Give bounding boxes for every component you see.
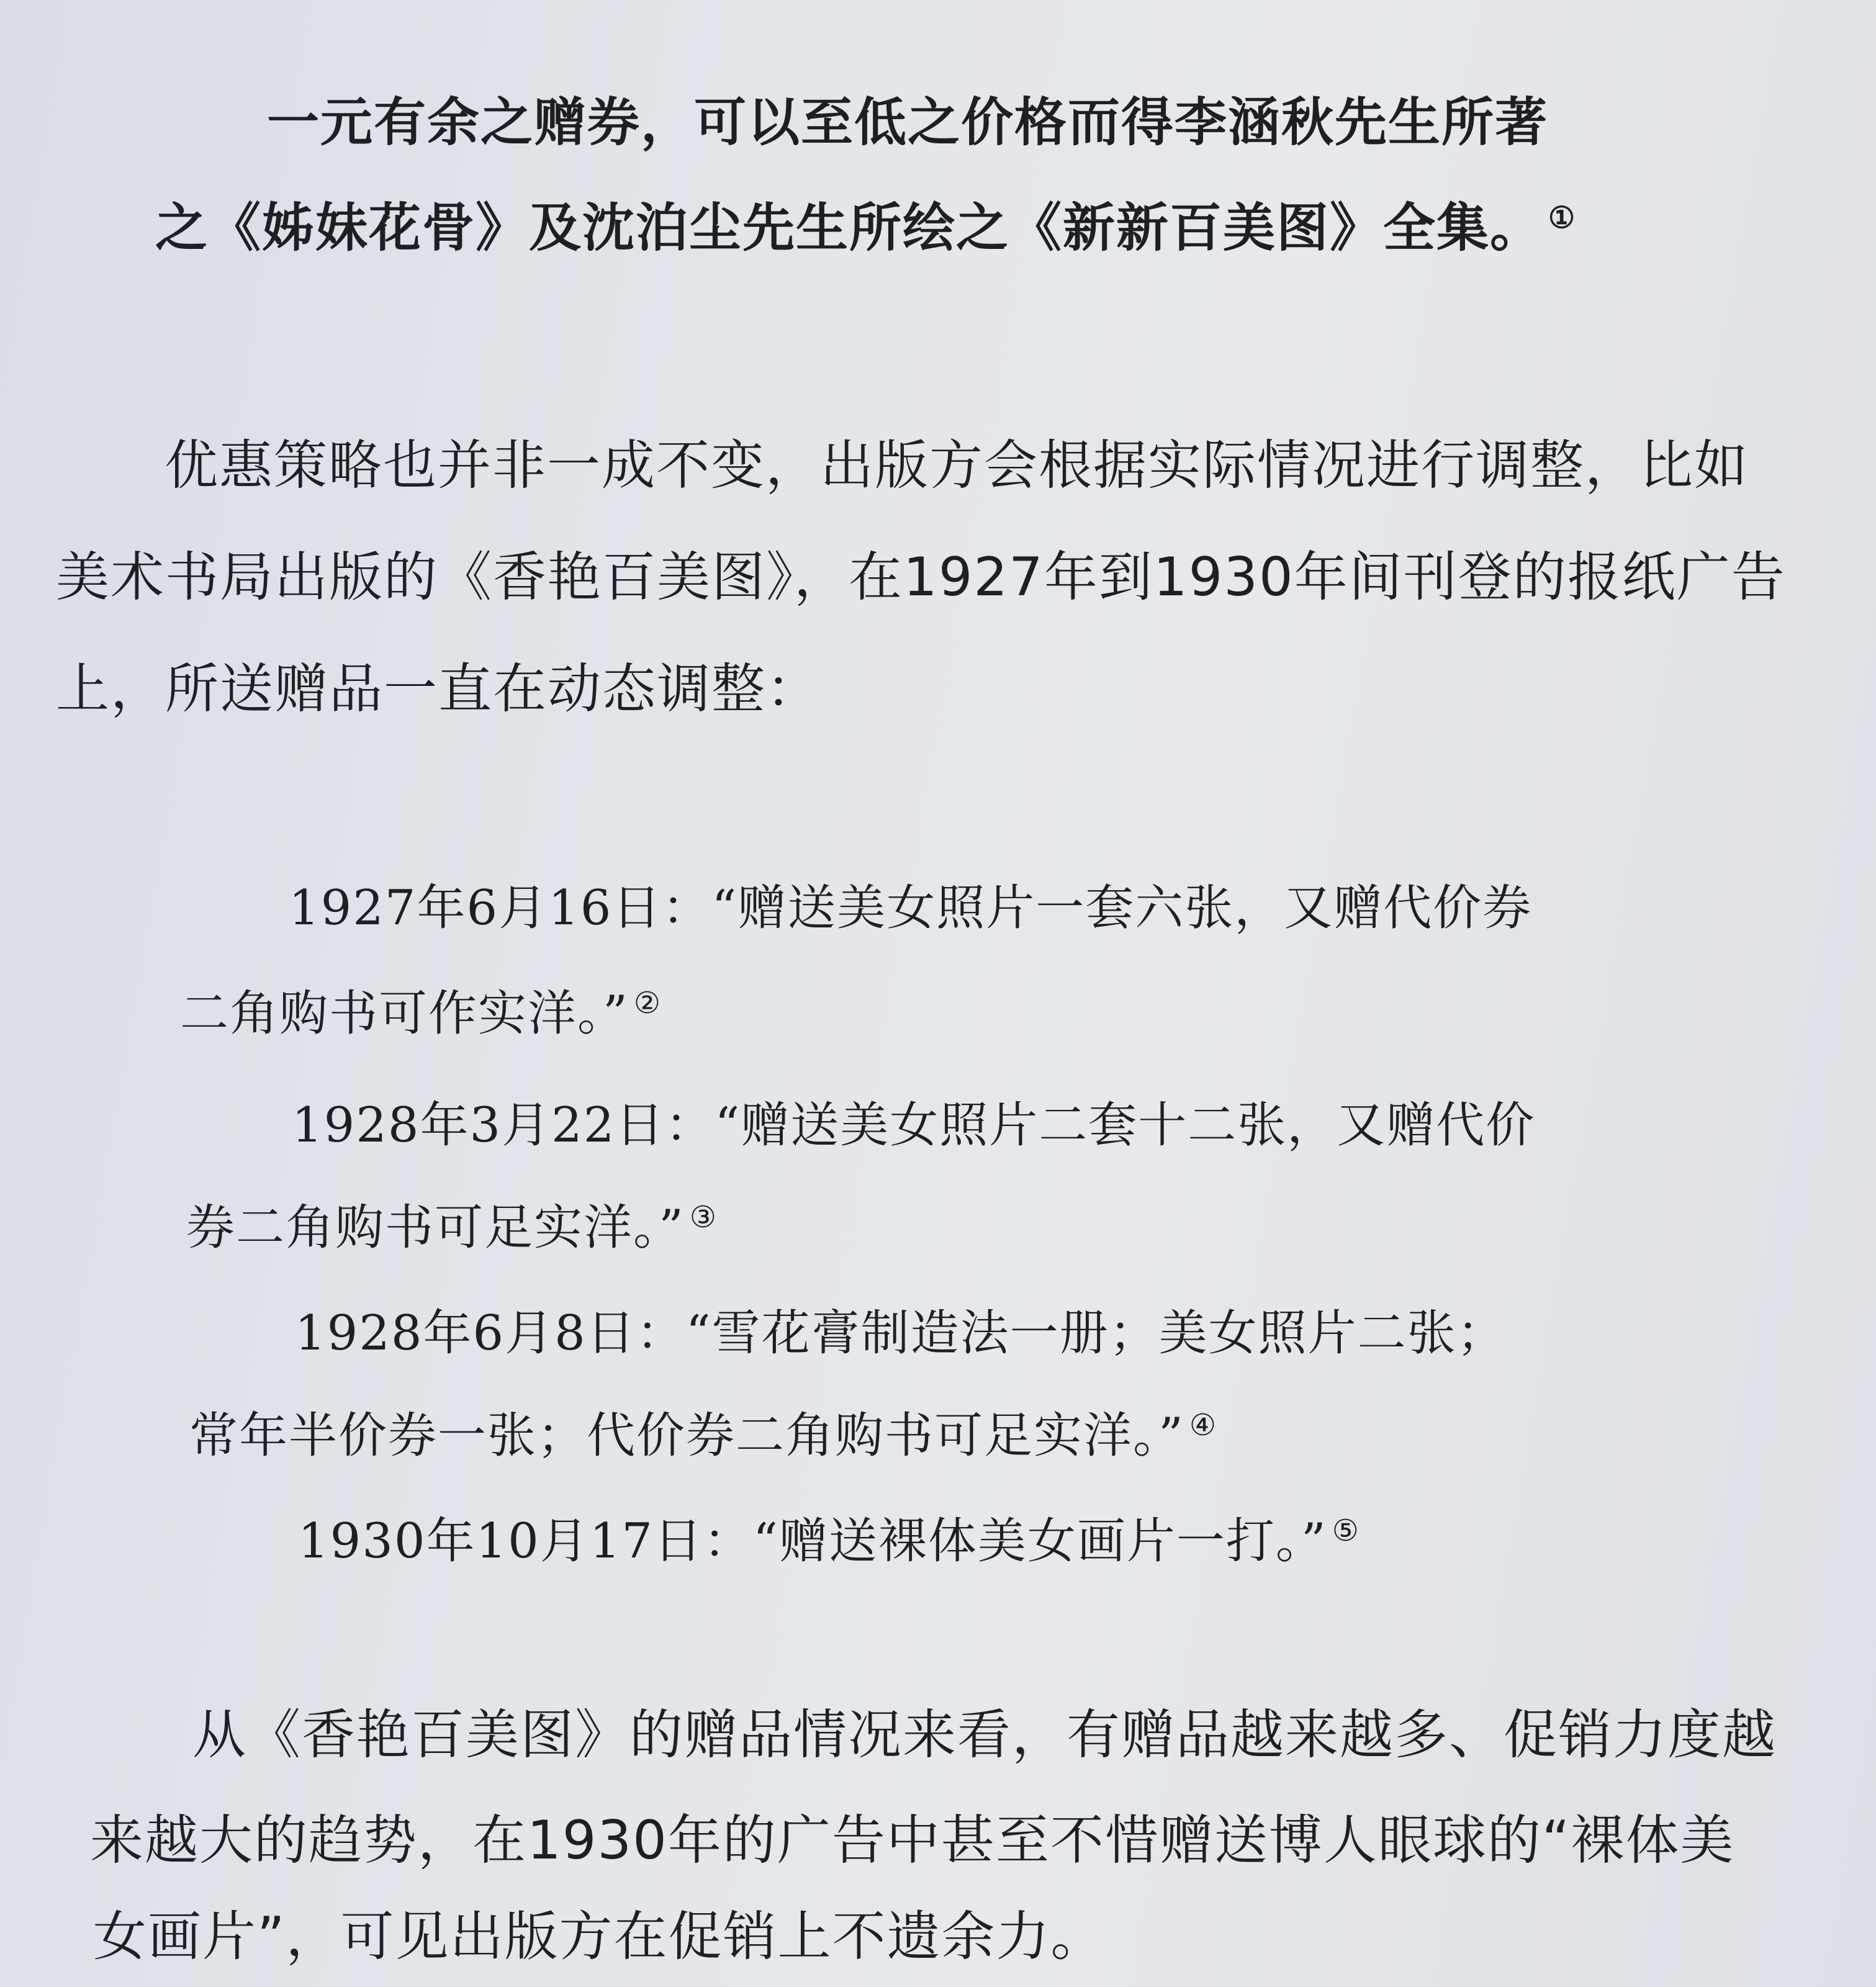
paragraph2-line-2: 来越大的趋势，在1930年的广告中甚至不惜赠送博人眼球的“裸体美 bbox=[90, 1809, 1735, 1872]
paragraph2-line-1: 从《香艳百美图》的赠品情况来看，有赠品越来越多、促销力度越 bbox=[192, 1704, 1777, 1766]
footnote-marker-3: ③ bbox=[689, 1200, 718, 1235]
footnote-marker-2: ② bbox=[633, 986, 662, 1021]
entry-2-line-1: 1928年3月22日：“赠送美女照片二套十二张，又赠代价 bbox=[292, 1097, 1536, 1153]
quote-line-2 bbox=[155, 186, 1576, 261]
entry-1-line-1: 1927年6月16日：“赠送美女照片一套六张，又赠代价券 bbox=[289, 880, 1533, 936]
entry-2-line-2-text: 券二角购书可足实洋。” bbox=[186, 1200, 685, 1256]
entry-3-line-2-text: 常年半价券一张；代价券二角购书可足实洋。” bbox=[189, 1408, 1184, 1464]
footnote-marker-4: ④ bbox=[1189, 1408, 1217, 1443]
paragraph1-line-2: 美术书局出版的《香艳百美图》，在1927年到1930年间刊登的报纸广告 bbox=[56, 546, 1786, 608]
footnote-marker-1: ① bbox=[1548, 201, 1577, 235]
paragraph2-line-3: 女画片”，可见出版方在促销上不遗余力。 bbox=[93, 1906, 1106, 1968]
paragraph1-line-3: 上，所送赠品一直在动态调整： bbox=[56, 658, 821, 720]
entry-4-line-1-text: 1930年10月17日：“赠送裸体美女画片一打。” bbox=[298, 1513, 1327, 1569]
entry-1-line-2 bbox=[180, 975, 662, 1044]
entry-4-line-1 bbox=[298, 1502, 1360, 1572]
paragraph1-line-1: 优惠策略也并非一成不变，出版方会根据实际情况进行调整，比如 bbox=[165, 435, 1749, 497]
entry-3-line-2 bbox=[189, 1397, 1217, 1466]
entry-3-line-1: 1928年6月8日：“雪花膏制造法一册；美女照片二张； bbox=[295, 1305, 1507, 1361]
entry-1-line-2-text: 二角购书可作实洋。” bbox=[180, 986, 629, 1042]
bleed-through-shadow bbox=[497, 310, 1614, 348]
footnote-marker-5: ⑤ bbox=[1332, 1513, 1360, 1548]
entry-2-line-2 bbox=[186, 1189, 718, 1258]
quote-line-1: 一元有余之赠券，可以至低之价格而得李涵秋先生所著 bbox=[267, 91, 1549, 153]
quote-line-2-text: 之《姊妹花骨》及沈泊尘先生所绘之《新新百美图》全集。 bbox=[155, 197, 1544, 258]
